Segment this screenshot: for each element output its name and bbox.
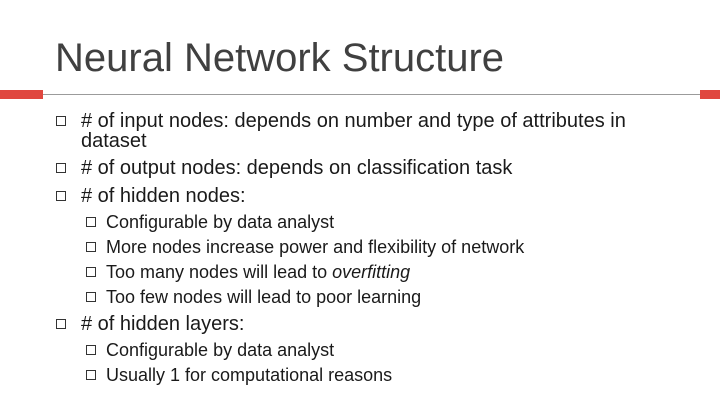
bullet-box-icon [56,319,66,329]
title-divider [43,94,720,95]
sub-bullet-text: Usually 1 for computational reasons [106,365,393,385]
sub-bullet-text: Configurable by data analyst [106,212,335,232]
sub-bullet-box-icon [86,217,96,227]
sub-bullet-text [106,263,410,281]
sub-bullet-text: Configurable by data analyst [106,340,335,360]
title-accent-bar-right [700,90,720,99]
bullet-text: # of input nodes: depends on number and type of attributes in [81,110,626,132]
sub-bullet-box-icon [86,267,96,277]
bullet-box-icon [56,191,66,201]
sub-bullet-text: Too few nodes will lead to poor learning [106,287,422,307]
bullet-text: # of output nodes: depends on classification task [81,157,513,179]
bullet-box-icon [56,163,66,173]
sub-bullet-box-icon [86,370,96,380]
bullet-box-icon [56,116,66,126]
title-accent-bar [0,90,43,99]
slide-title: Neural Network Structure [55,36,505,80]
sub-bullet-text: More nodes increase power and flexibility of network [106,237,525,257]
sub-bullet-text-prefix: Too many nodes will lead to [106,262,333,282]
bullet-text: # of hidden layers: [81,313,245,335]
bullet-text: # of hidden nodes: [81,185,246,207]
sub-bullet-box-icon [86,345,96,355]
sub-bullet-box-icon [86,292,96,302]
bullet-text-continued: dataset [81,130,147,152]
sub-bullet-text-emphasis: overfitting [332,262,411,282]
sub-bullet-box-icon [86,242,96,252]
